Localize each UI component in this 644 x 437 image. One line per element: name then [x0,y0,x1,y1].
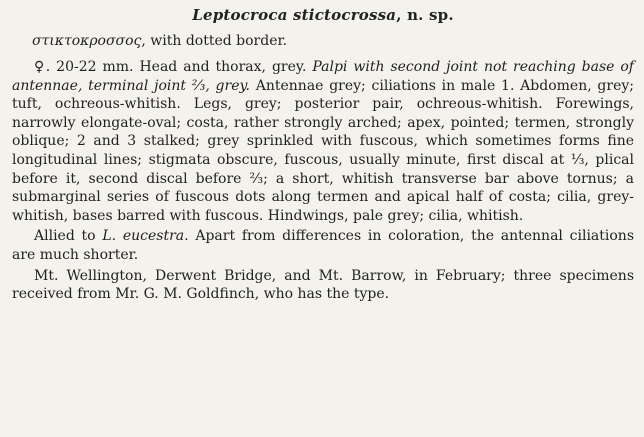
allied-paragraph [12,227,634,264]
locality-paragraph [12,267,634,304]
locality-text: Mt. Wellington, Derwent Bridge, and Mt. Barrow, in February; three specimens received from Mr. G. M. Goldfinch, who has the type. [12,267,634,303]
description-body: Antennae grey; ciliations in male 1. Abdomen, grey; tuft, ochreous-whitish. Legs, grey; posterior pair, ochreous-whitish. Forewings, narrowly elongate-oval; costa, rather strongly arched; apex, pointed; termen, strongly oblique; 2 and 3 stalked; grey sprinkled with fuscous, which sometimes forms fine longitudinal lines; stigmata obscure, fuscous, usually minute, first discal at ⅓, plical before it, second discal before ⅔; a short, whitish transverse bar above tornus; a submarginal series of fuscous dots along termen and apical half of costa; cilia, grey-whitish, bases barred with fuscous. Hindwings, pale grey; cilia, whitish. [12,77,634,224]
allied-text: . Apart from differences in coloration, the antennal ciliations are much shorter. [12,228,635,263]
allied-species: L. eucestra [102,228,185,245]
species-heading [12,6,634,24]
sex-size: ♀. 20-22 mm. [34,59,134,75]
new-species-marker: , n. sp. [396,6,454,24]
etymology-meaning: , with dotted border. [141,33,288,49]
etymology [32,32,634,50]
allied-prefix: Allied to [34,228,103,245]
etymology-greek: στικτοκροσσος [32,33,142,49]
species-name: Leptocroca stictocrossa [192,6,397,24]
paper-page [12,6,634,304]
description-head: Head and thorax, grey. [133,59,313,75]
description-palpi: Palpi with second joint not reaching base of antennae, terminal joint ⅔, grey. [12,59,634,94]
description-paragraph [12,58,634,225]
